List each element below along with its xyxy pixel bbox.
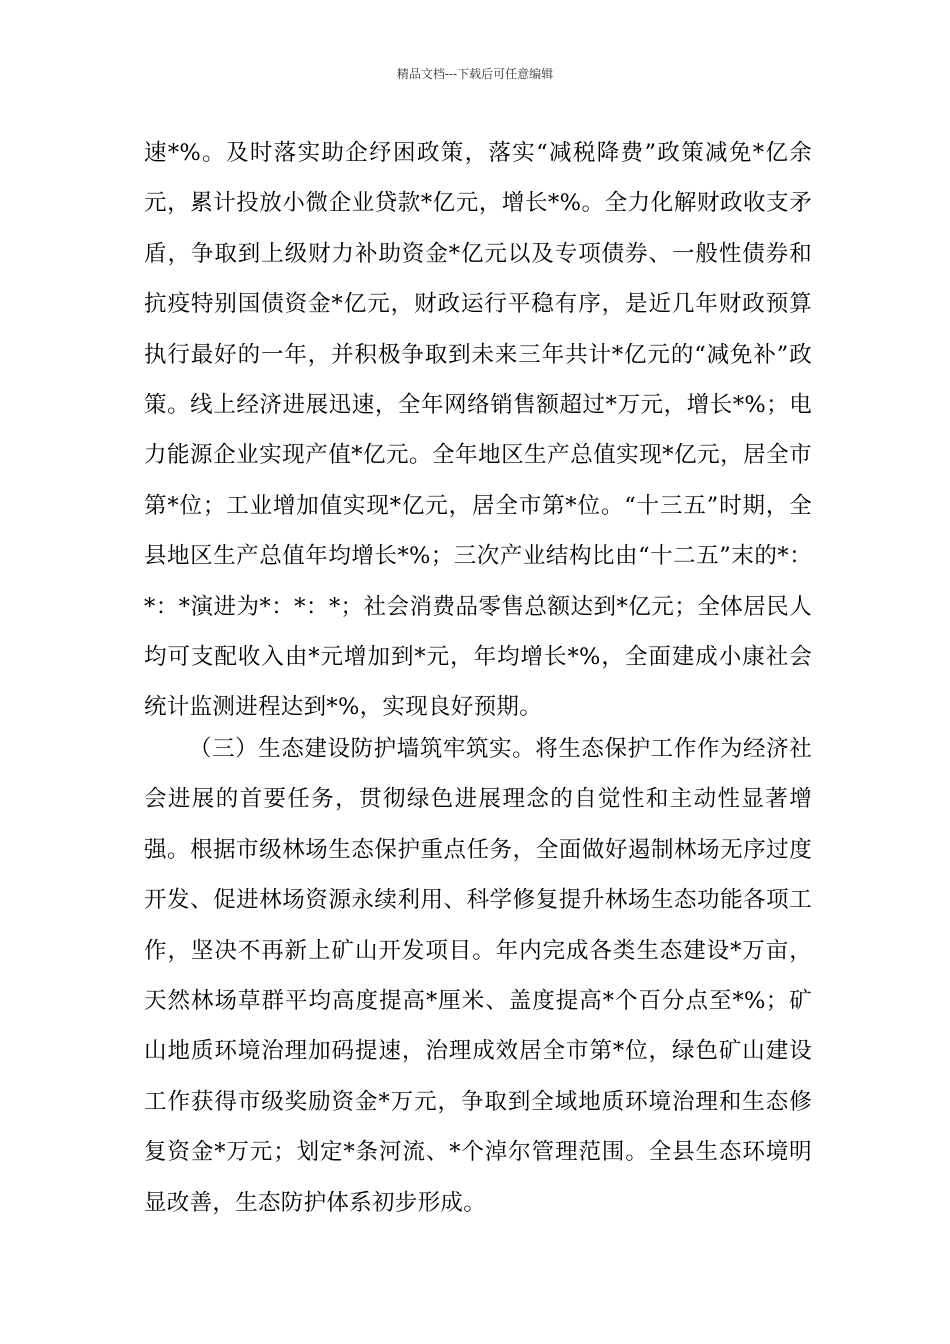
page-header: 精品文档---下载后可任意编辑 — [396, 67, 554, 81]
paragraph-text: 速*%。及时落实助企纾困政策，落实“减税降费”政策减免*亿余元，累计投放小微企业贷款*亿元，增长*%。全力化解财政收支矛盾，争取到上级财力补助资金*亿元以及专项债券、一般性债券和抗疫特别国债资金*亿元，财政运行平稳有序，是近几年财政预算执行最好的一年，并积极争取到未来三年共计*亿元的“减免补”政策。线上经济进展迅速，全年网络销售额超过*万元，增长*%；电力能源企业实现产值*亿元。全年地区生产总值实现*亿元，居全市第*位；工业增加值实现*亿元，居全市第*位。“十三五”时期，全县地区生产总值年均增长*%；三次产业结构比由“十二五”末的*：*：*演进为*：*：*；社会消费品零售总额达到*亿元；全体居民人均可支配收入由*元增加到*元，年均增长*%，全面建成小康社会统计监测进程达到*%，实现良好预期。 — [144, 140, 812, 721]
paragraph-text: （三）生态建设防护墙筑牢筑实。将生态保护工作作为经济社会进展的首要任务，贯彻绿色进展理念的自觉性和主动性显著增强。根据市级林场生态保护重点任务，全面做好遏制林场无序过度开发、促进林场资源永续利用、科学修复提升林场生态功能各项工作，坚决不再新上矿山开发项目。年内完成各类生态建设*万亩，天然林场草群平均高度提高*厘米、盖度提高*个百分点至*%；矿山地质环境治理加码提速，治理成效居全市第*位，绿色矿山建设工作获得市级奖励资金*万元，争取到全域地质环境治理和生态修复资金*万元；划定*条河流、*个淖尔管理范围。全县生态环境明显改善，生态防护体系初步形成。 — [144, 736, 812, 1216]
paragraph-ecology — [144, 724, 812, 1228]
paragraph-economy — [144, 128, 812, 733]
